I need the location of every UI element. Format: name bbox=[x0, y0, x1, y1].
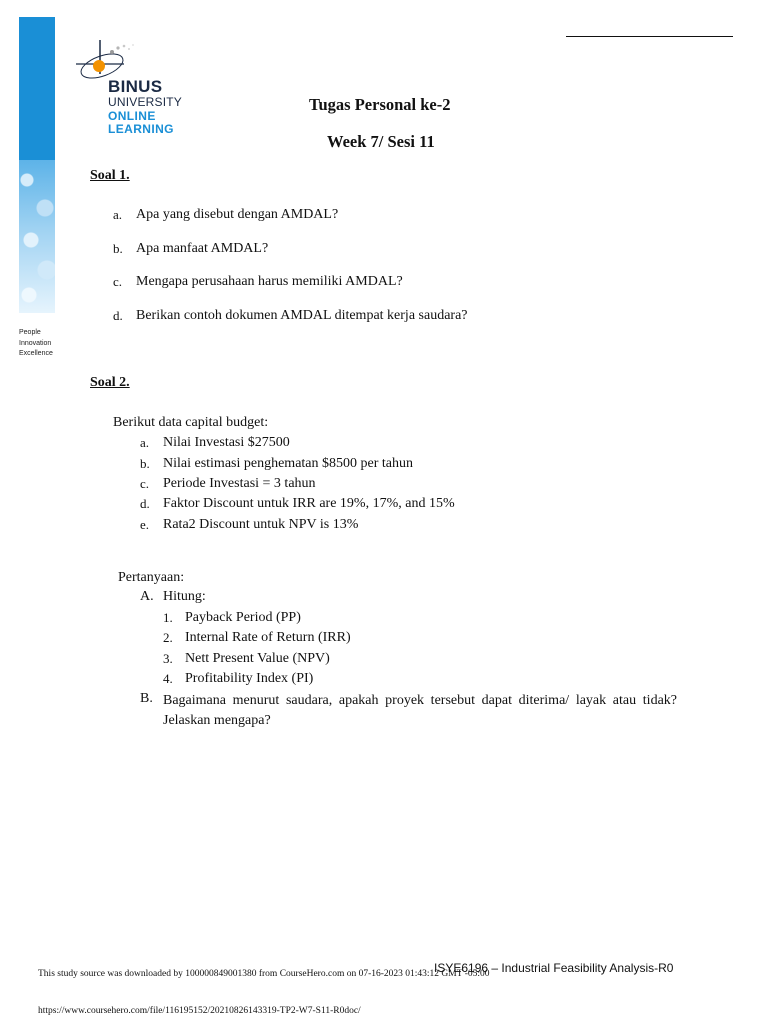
page-title: Tugas Personal ke-2 bbox=[309, 95, 451, 114]
data-item-c: Periode Investasi = 3 tahun bbox=[163, 476, 316, 491]
data-item-a: Nilai Investasi $27500 bbox=[163, 435, 290, 450]
brand-bar-pattern bbox=[19, 160, 55, 313]
brand-university: UNIVERSITY bbox=[108, 95, 183, 109]
data-item-e: Rata2 Discount untuk NPV is 13% bbox=[163, 517, 359, 532]
data-marker-b: b. bbox=[140, 456, 150, 471]
tagline-excellence: Excellence bbox=[19, 350, 53, 357]
data-marker-d: d. bbox=[140, 496, 150, 511]
data-item-d: Faktor Discount untuk IRR are 19%, 17%, and 15% bbox=[163, 496, 455, 511]
course-code: ISYE6196 – Industrial Feasibility Analysis-R0 bbox=[434, 961, 674, 975]
data-marker-a: a. bbox=[140, 435, 150, 450]
sub-marker-1: 1. bbox=[163, 610, 173, 625]
sub-marker-4: 4. bbox=[163, 671, 173, 686]
soal1-item-a: Apa yang disebut dengan AMDAL? bbox=[136, 207, 339, 222]
tagline-innovation: Innovation bbox=[19, 339, 52, 347]
sub-item-2: Internal Rate of Return (IRR) bbox=[185, 630, 351, 645]
download-note: This study source was downloaded by 100000849001380 from CourseHero.com on 07-16-2023 01:43:12 GMT -05:00 bbox=[38, 969, 490, 979]
questions-label: Pertanyaan: bbox=[118, 570, 185, 585]
soal1-marker-b: b. bbox=[113, 241, 123, 256]
soal1-heading: Soal 1. bbox=[90, 168, 130, 183]
sub-item-1: Payback Period (PP) bbox=[185, 610, 301, 625]
soal1-marker-d: d. bbox=[113, 308, 123, 323]
soal1-marker-a: a. bbox=[113, 207, 123, 222]
soal1-item-d: Berikan contoh dokumen AMDAL ditempat kerja saudara? bbox=[136, 308, 468, 323]
question-b-text: Bagaimana menurut saudara, apakah proyek tersebut dapat diterima/ layak atau tidak? Jelaskan mengapa? bbox=[163, 693, 677, 728]
question-b-marker: B. bbox=[140, 691, 153, 706]
brand-binus: BINUS bbox=[108, 77, 163, 96]
source-url[interactable]: https://www.coursehero.com/file/116195152/20210826143319-TP2-W7-S11-R0doc/ bbox=[38, 1006, 361, 1016]
data-marker-c: c. bbox=[140, 476, 150, 491]
brand-tagline bbox=[19, 328, 53, 360]
sub-marker-2: 2. bbox=[163, 630, 173, 645]
data-item-b: Nilai estimasi penghematan $8500 per tahun bbox=[163, 456, 413, 471]
sub-item-4: Profitability Index (PI) bbox=[185, 671, 314, 686]
sub-marker-3: 3. bbox=[163, 651, 173, 666]
tagline-people: People bbox=[19, 329, 41, 336]
brand-wordmark bbox=[108, 78, 182, 137]
header-rule bbox=[566, 36, 733, 37]
sub-item-3: Nett Present Value (NPV) bbox=[185, 651, 330, 666]
page-subtitle: Week 7/ Sesi 11 bbox=[327, 132, 435, 151]
soal2-intro: Berikut data capital budget: bbox=[113, 415, 269, 430]
question-a-text: Hitung: bbox=[163, 589, 206, 604]
data-marker-e: e. bbox=[140, 517, 150, 532]
brand-online: ONLINE bbox=[108, 108, 156, 123]
question-a-marker: A. bbox=[140, 589, 154, 604]
soal1-item-c: Mengapa perusahaan harus memiliki AMDAL? bbox=[136, 274, 403, 289]
soal1-marker-c: c. bbox=[113, 274, 123, 289]
soal1-item-b: Apa manfaat AMDAL? bbox=[136, 241, 269, 256]
soal2-heading: Soal 2. bbox=[90, 375, 130, 390]
brand-learning: LEARNING bbox=[108, 122, 174, 136]
